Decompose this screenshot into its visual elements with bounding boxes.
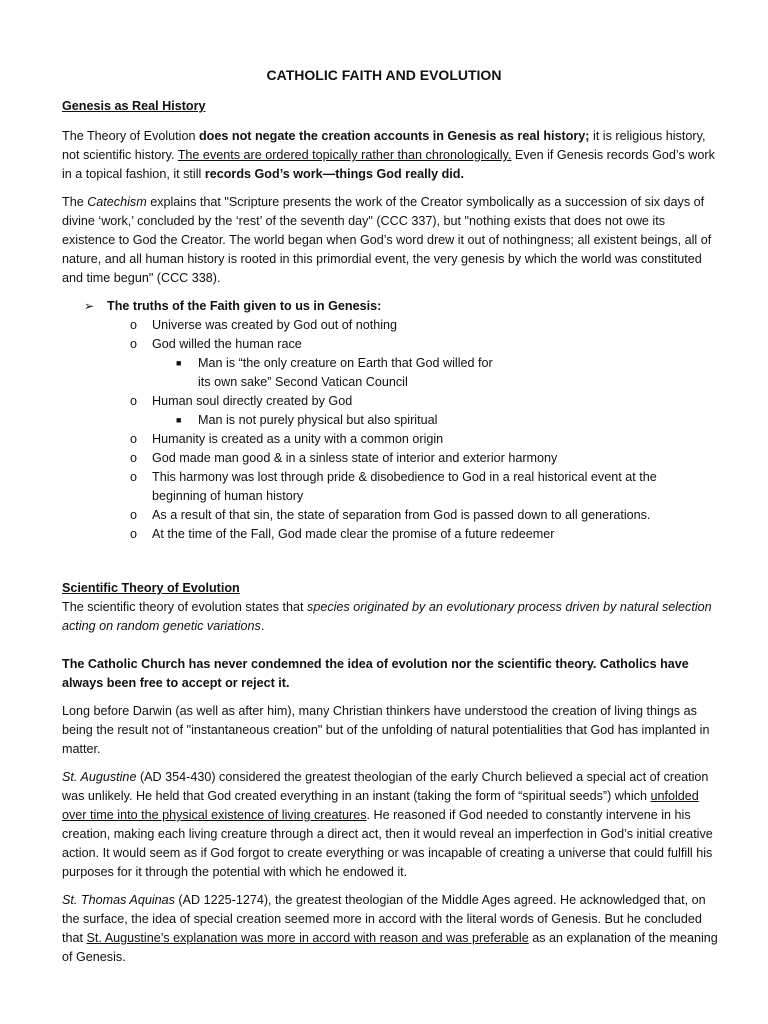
list-item-text: At the time of the Fall, God made clear the promise of a future redeemer (152, 527, 555, 541)
list-item (62, 392, 718, 411)
sub-list-item-text: Man is not purely physical but also spiritual (198, 413, 438, 427)
text-run: . (260, 619, 265, 633)
text-run: The scientific theory of evolution states that (62, 600, 308, 614)
list-item-text: Universe was created by God out of nothing (152, 318, 398, 332)
italic-run: St. Thomas Aquinas (62, 893, 175, 907)
genesis-paragraph-1 (62, 127, 718, 184)
italic-run: Catechism (87, 195, 147, 209)
section-heading-genesis: Genesis as Real History (62, 99, 206, 113)
aquinas-paragraph (62, 891, 718, 967)
truths-heading (62, 297, 718, 316)
bold-run: records God’s work—things God really did. (204, 167, 464, 181)
text-run: The Theory of Evolution (62, 129, 199, 143)
list-item (62, 449, 718, 468)
underlined-run: The events are ordered topically rather than chronologically. (177, 148, 512, 162)
list-item-text: Human soul directly created by God (152, 394, 353, 408)
list-item-text: beginning of human history (152, 489, 304, 503)
circle-bullet-icon: o (130, 527, 138, 541)
circle-bullet-icon: o (130, 318, 138, 332)
truths-list (62, 297, 718, 544)
list-item-text: Humanity is created as a unity with a common origin (152, 432, 444, 446)
list-item (62, 430, 718, 449)
list-item (62, 335, 718, 354)
list-item (62, 316, 718, 335)
text-run: it is religious history, not scientific history. (62, 129, 706, 162)
sub-list-item (62, 354, 718, 392)
arrow-bullet-icon: ➢ (84, 299, 95, 313)
italic-run: species originated by an evolutionary process driven by natural selection acting on random genetic variations (62, 600, 712, 633)
truths-heading-text: The truths of the Faith given to us in Genesis: (107, 299, 382, 313)
circle-bullet-icon: o (130, 508, 138, 522)
text-run: explains that "Scripture presents the work of the Creator symbolically as a succession of six days of divine ‘work,’ concluded by the ‘rest’ of the seventh day" (CCC 337), but "nothing exists that does not owe its existence to God the Creator. The world began when God’s word drew it out of nothingness; all existent beings, all of nature, and all human history is rooted in this primordial event, the very genesis by which the world was constituted and time begun" (CCC 338). (62, 195, 712, 285)
list-item-text: God made man good & in a sinless state of interior and exterior harmony (152, 451, 558, 465)
list-item (62, 468, 718, 506)
square-bullet-icon: ■ (176, 358, 182, 368)
evolution-paragraph-2: The Catholic Church has never condemned the idea of evolution nor the scientific theory. Catholics have always been free to accept or reject it. (62, 657, 689, 690)
evolution-paragraph-3: Long before Darwin (as well as after him), many Christian thinkers have understood the creation of living things as being the result not of "instantaneous creation" but of the unfolding of natural potentialities that God has implanted in matter. (62, 704, 710, 756)
circle-bullet-icon: o (130, 337, 138, 351)
underlined-run: unfolded over time into the physical existence of living creatures (62, 789, 699, 822)
sub-list-item-text: its own sake” Second Vatican Council (198, 375, 408, 389)
text-run: (AD 354-430) considered the greatest theologian of the early Church believed a special act of creation was unlikely. He held that God created everything in an instant (taking the form of “spiritual seeds”) which (62, 770, 709, 803)
augustine-paragraph (62, 768, 718, 882)
list-item-text: As a result of that sin, the state of separation from God is passed down to all generations. (152, 508, 651, 522)
square-bullet-icon: ■ (176, 415, 182, 425)
page-title: CATHOLIC FAITH AND EVOLUTION (266, 67, 502, 83)
evolution-paragraph-1 (62, 598, 718, 636)
circle-bullet-icon: o (130, 432, 138, 446)
underlined-run: St. Augustine’s explanation was more in accord with reason and was preferable (86, 931, 529, 945)
circle-bullet-icon: o (130, 451, 138, 465)
text-run: Even if Genesis records God’s work in a topical fashion, it still (62, 148, 715, 181)
list-item (62, 525, 718, 544)
list-item (62, 506, 718, 525)
genesis-paragraph-2 (62, 193, 718, 288)
sub-list-item (62, 411, 718, 430)
list-item-text: This harmony was lost through pride & disobedience to God in a real historical event at the (152, 470, 657, 484)
italic-run: St. Augustine (62, 770, 137, 784)
text-run: (AD 1225-1274), the greatest theologian of the Middle Ages agreed. He acknowledged that, on the surface, the idea of special creation seemed more in accord with the literal words of Genesis. But he concluded that (62, 893, 706, 945)
list-item-text: God willed the human race (152, 337, 302, 351)
text-run: as an explanation of the meaning of Genesis. (62, 931, 718, 964)
text-run: . He reasoned if God needed to constantly intervene in his creation, making each living creature through a direct act, then it would reveal an imperfection in God’s initial creative action. It would seem as if God forgot to create everything or was incapable of creating a universe that could fulfill his purposes for it through the potential with which he endowed it. (62, 808, 713, 879)
circle-bullet-icon: o (130, 394, 138, 408)
text-run: The (62, 195, 88, 209)
section-heading-scientific-theory: Scientific Theory of Evolution (62, 581, 240, 595)
sub-list-item-text: Man is “the only creature on Earth that God willed for (198, 356, 493, 370)
bold-run: does not negate the creation accounts in Genesis as real history; (198, 129, 590, 143)
circle-bullet-icon: o (130, 470, 138, 484)
